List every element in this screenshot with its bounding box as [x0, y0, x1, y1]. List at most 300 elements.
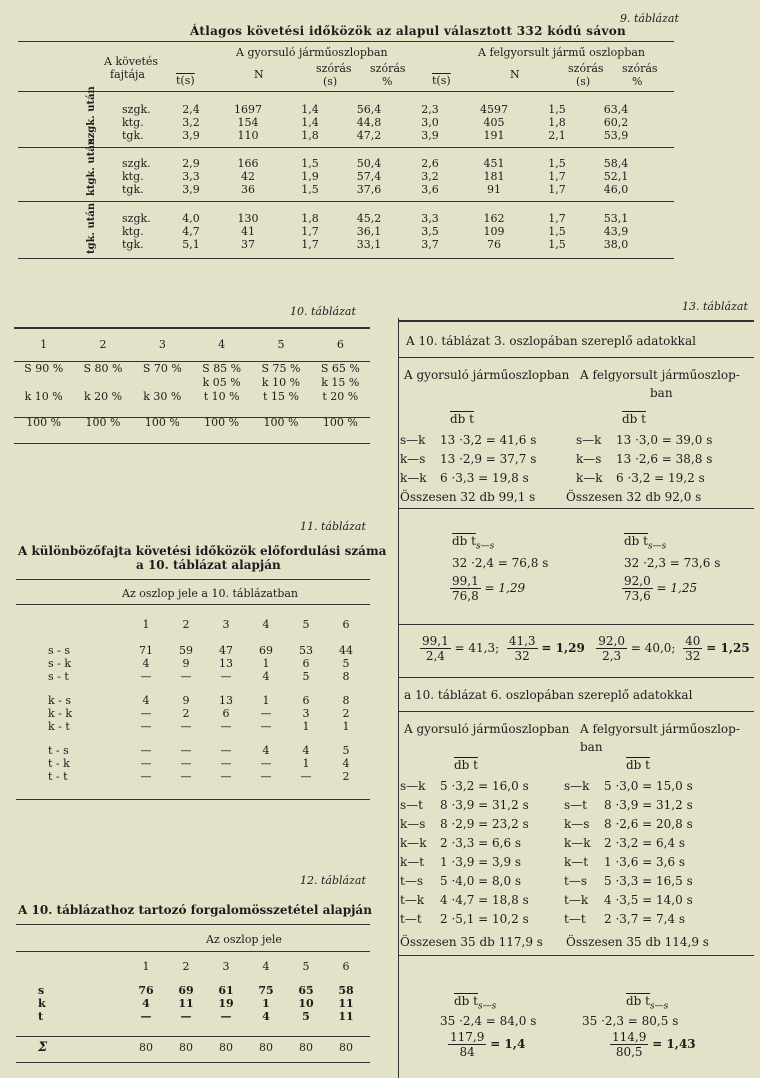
sum-symbol: Σ	[38, 1039, 48, 1055]
group-side-label: szgk. után	[86, 86, 97, 144]
row-type-cell: tgk.	[122, 129, 144, 142]
table-12-header: Az oszlop jele	[206, 933, 282, 946]
equation-row: $\frac{99,1}{2,4}$ = 41,3; $\frac{41,3}{32}$ = 1,29 $\frac{92,0}{2,3}$ = 40,0; $\frac{40}{32}$ = 1,25	[422, 634, 750, 663]
table-row	[16, 707, 366, 720]
table-cell: —	[300, 770, 312, 783]
table-cell: S 65 %	[320, 362, 360, 375]
row-type-cell: t - k	[48, 757, 70, 770]
column-number: 3	[222, 960, 230, 973]
table-cell: k 15 %	[321, 376, 360, 389]
group-side-label: ktgk. után	[86, 137, 97, 196]
table-11-header: Az oszlop jele a 10. táblázatban	[122, 587, 299, 600]
table-cell: 41	[241, 225, 255, 238]
table-12-label: 12. táblázat	[300, 874, 366, 887]
calc-expression: 2 ·3,3 = 6,6 s	[440, 835, 522, 850]
row-type-cell: ktg.	[122, 225, 144, 238]
db-t-left: db t	[450, 412, 474, 426]
table-cell: —	[220, 720, 232, 733]
header-row	[16, 960, 366, 984]
table-cell: 45,2	[356, 212, 382, 225]
table-row	[122, 183, 640, 196]
calc-expression: 4 ·4,7 = 18,8 s	[440, 892, 529, 907]
table-cell: 1,7	[548, 212, 566, 225]
table-cell: 63,4	[603, 103, 629, 116]
table-cell: S 90 %	[24, 362, 64, 375]
table-cell: 4	[342, 757, 350, 770]
calc-expression: 13 ·3,2 = 41,6 s	[440, 432, 537, 447]
table-cell: 3	[158, 338, 166, 351]
tss-label-right-b: db $t_{s—s}$	[626, 994, 669, 1012]
section-6-title: a 10. táblázat 6. oszlopában szereplő adatokkal	[404, 688, 693, 702]
row-type-cell: szgk.	[122, 103, 151, 116]
header-t-right: t(s)	[432, 74, 451, 87]
table-cell: —	[220, 744, 232, 757]
table-cell: 3,0	[421, 116, 439, 129]
table-cell: 57,4	[356, 170, 382, 183]
ratio-left: $\frac{99,1}{76,8}$ = 1,29	[452, 574, 526, 603]
right-column-header-cont: ban	[650, 386, 673, 400]
table-cell: 1,8	[301, 212, 319, 225]
row-type-cell: szgk.	[122, 212, 151, 225]
header-szoras-p-left: szórás	[370, 62, 406, 75]
table-cell: 1	[302, 757, 310, 770]
calc-row	[400, 449, 536, 468]
table-cell: —	[180, 720, 192, 733]
table-9-title: Átlagos követési időközök az alapul választott 332 kódú sávon	[190, 24, 627, 38]
table-cell: —	[260, 757, 272, 770]
table-cell: 3	[302, 707, 310, 720]
table-cell: k 20 %	[83, 390, 123, 403]
row-type-cell: k - t	[48, 720, 70, 733]
pair-label: s—t	[400, 797, 423, 812]
table-row	[122, 238, 640, 251]
row-type-cell: t - s	[48, 744, 69, 757]
header-row	[16, 618, 366, 644]
row-type-cell: szgk.	[122, 157, 151, 170]
calc-row	[400, 871, 529, 890]
header-szoras-s-left: szórás	[316, 62, 352, 75]
group-side-label: tgk. után	[86, 202, 97, 254]
table-cell: 2,9	[182, 157, 200, 170]
table-cell: 56,4	[356, 103, 382, 116]
table-cell: 1	[262, 997, 270, 1010]
table-cell: 1	[342, 720, 350, 733]
table-cell: 61	[218, 984, 234, 997]
calc-row	[564, 814, 693, 833]
header-n-right: N	[510, 68, 520, 81]
pair-label: k—k	[576, 470, 603, 485]
section-b-sum-right: Összesen 35 db 114,9 s	[566, 935, 709, 949]
table-row	[14, 416, 370, 444]
table-cell: 1,5	[548, 238, 566, 251]
table-row	[16, 770, 366, 783]
tss-calc-right-b: 35 ·2,3 = 80,5 s	[582, 1014, 679, 1028]
table-cell	[16, 618, 126, 644]
header-szoras-s-right: szórás	[568, 62, 604, 75]
table-cell: 1,5	[301, 183, 319, 196]
column-number: 4	[262, 960, 270, 973]
table-cell: 1,5	[548, 157, 566, 170]
table-cell: t 10 %	[203, 390, 240, 403]
table-cell: 3,9	[421, 129, 439, 142]
table-cell: 1,4	[301, 103, 319, 116]
table-cell: t 20 %	[322, 390, 359, 403]
table-cell: 100 %	[322, 416, 358, 429]
table-cell: 47	[219, 644, 233, 657]
table-cell: —	[140, 770, 152, 783]
table-cell: 76	[487, 238, 501, 251]
row-type-cell: ktg.	[122, 116, 144, 129]
table-cell: 71	[139, 644, 153, 657]
section-3-title: A 10. táblázat 3. oszlopában szereplő adatokkal	[406, 334, 696, 348]
row-type-cell: k	[38, 997, 46, 1010]
table-cell: 11	[338, 1010, 354, 1023]
table-cell: 13	[219, 657, 233, 670]
row-type-cell: t	[38, 1010, 44, 1023]
table-cell: 1	[262, 657, 270, 670]
table-cell: 4	[262, 1010, 270, 1023]
pair-label: t—s	[400, 873, 423, 888]
table-cell: 4	[142, 997, 150, 1010]
table-cell: 43,9	[603, 225, 629, 238]
column-number: 2	[182, 618, 190, 631]
table-cell: 36,1	[356, 225, 382, 238]
calc-row	[400, 833, 529, 852]
table-cell: 33,1	[356, 238, 382, 251]
row-type-cell: s - k	[48, 657, 72, 670]
table-cell: 6	[222, 707, 230, 720]
table-cell: 5	[277, 338, 285, 351]
calc-expression: 6 ·3,2 = 19,2 s	[616, 470, 705, 485]
table-cell: —	[220, 757, 232, 770]
pair-label: k—s	[400, 451, 426, 466]
table-cell: 1,7	[301, 238, 319, 251]
table-cell: —	[220, 770, 232, 783]
table-cell: —	[180, 757, 192, 770]
pair-label: k—k	[564, 835, 591, 850]
table-cell: 2	[342, 707, 350, 720]
table-cell: 76	[138, 984, 154, 997]
table-cell: 44,8	[356, 116, 382, 129]
ratio-right-b: $\frac{114,9}{80,5}$ = 1,43	[612, 1030, 696, 1059]
calc-row	[564, 871, 693, 890]
pair-label: k—k	[400, 470, 427, 485]
column-number: 6	[342, 960, 350, 973]
table-cell: —	[220, 670, 232, 683]
pair-label: t—s	[564, 873, 587, 888]
table-row	[16, 694, 366, 707]
pair-label: s—k	[576, 432, 602, 447]
calc-expression: 5 ·3,3 = 16,5 s	[604, 873, 693, 888]
section-a-left-calcs	[400, 430, 536, 487]
table-row	[16, 984, 366, 997]
tss-calc-left-b: 35 ·2,4 = 84,0 s	[440, 1014, 537, 1028]
column-number: 5	[302, 960, 310, 973]
table-cell: 181	[483, 170, 505, 183]
table-cell: 100 %	[144, 416, 180, 429]
calc-row	[576, 449, 712, 468]
calc-row	[400, 776, 529, 795]
calc-expression: 8 ·3,9 = 31,2 s	[440, 797, 529, 812]
table-cell: —	[180, 770, 192, 783]
pair-label: k—s	[576, 451, 602, 466]
table-cell: 80	[219, 1040, 233, 1054]
table-cell: 5	[342, 657, 350, 670]
table-cell: 2,4	[182, 103, 200, 116]
calc-expression: 6 ·3,3 = 19,8 s	[440, 470, 529, 485]
db-t-left-b: db t	[454, 758, 478, 772]
table-row	[122, 225, 640, 238]
table-cell: 9	[182, 657, 190, 670]
table-cell: 65	[298, 984, 314, 997]
table-cell: 44	[339, 644, 353, 657]
table-cell: 69	[178, 984, 194, 997]
table-cell: 1,8	[301, 129, 319, 142]
table-cell: —	[140, 757, 152, 770]
ratio-left-b: $\frac{117,9}{84}$ = 1,4	[450, 1030, 526, 1059]
table-10-label: 10. táblázat	[290, 305, 356, 318]
table-cell: 2	[342, 770, 350, 783]
table-cell: 6	[302, 694, 310, 707]
calc-expression: 8 ·2,6 = 20,8 s	[604, 816, 693, 831]
table-cell: 109	[483, 225, 505, 238]
table-cell: 2,6	[421, 157, 439, 170]
table-cell: 11	[338, 997, 354, 1010]
section-a-right-calcs	[576, 430, 712, 487]
table-cell	[16, 960, 126, 984]
pair-label: s—k	[400, 778, 426, 793]
table-cell: 1,4	[301, 116, 319, 129]
calc-expression: 8 ·2,9 = 23,2 s	[440, 816, 529, 831]
table-row	[122, 103, 640, 116]
table-cell: 1,5	[548, 225, 566, 238]
db-t-right: db t	[622, 412, 646, 426]
table-cell: 2,3	[421, 103, 439, 116]
pair-label: k—t	[564, 854, 589, 869]
table-row	[16, 757, 366, 770]
table-cell: 4	[262, 744, 270, 757]
table-cell: t 15 %	[263, 390, 299, 403]
table-row	[16, 997, 366, 1010]
table-cell: 3,7	[421, 238, 439, 251]
table-9-group-3	[122, 212, 640, 251]
table-11-label: 11. táblázat	[300, 520, 366, 533]
calc-row	[400, 852, 529, 871]
table-row	[16, 744, 366, 757]
table-cell: 8	[342, 670, 350, 683]
table-cell: 5	[302, 670, 310, 683]
table-cell: 1,5	[548, 103, 566, 116]
table-cell: k 10 %	[261, 376, 301, 389]
table-cell: 4,7	[182, 225, 200, 238]
pair-label: s—t	[564, 797, 587, 812]
table-cell: —	[260, 707, 272, 720]
table-cell	[73, 376, 132, 390]
right-column-header: A felgyorsult járműoszlop-	[580, 368, 740, 382]
table-row	[122, 129, 640, 142]
table-cell: 10	[298, 997, 314, 1010]
table-cell: S 70 %	[142, 362, 182, 375]
table-cell: 4597	[480, 103, 508, 116]
table-cell: 3,6	[421, 183, 439, 196]
table-cell: 4	[302, 744, 310, 757]
row-type-cell: s	[38, 984, 45, 997]
table-cell: 2,1	[548, 129, 566, 142]
column-number: 6	[342, 618, 350, 631]
table-cell: 69	[259, 644, 273, 657]
table-cell: 53,9	[603, 129, 629, 142]
section-b-right-calcs	[564, 776, 693, 928]
calc-row	[400, 795, 529, 814]
table-cell: —	[260, 770, 272, 783]
table-cell: 166	[237, 157, 259, 170]
table-12-title: A 10. táblázathoz tartozó forgalomösszetétel alapján	[18, 903, 372, 917]
table-row	[122, 170, 640, 183]
table-cell: 100 %	[85, 416, 121, 429]
pair-label: t—k	[564, 892, 589, 907]
right-column-header-b: A felgyorsult járműoszlop-	[580, 722, 740, 736]
table-cell: 5	[342, 744, 350, 757]
calc-expression: 5 ·4,0 = 8,0 s	[440, 873, 522, 888]
section-a-sum-left: Összesen 32 db 99,1 s	[400, 490, 536, 504]
table-cell: 100 %	[204, 416, 240, 429]
ratio-right: $\frac{92,0}{73,6}$ = 1,25	[624, 574, 698, 603]
calc-expression: 2 ·3,2 = 6,4 s	[604, 835, 686, 850]
table-cell: 80	[179, 1040, 193, 1054]
calc-row	[400, 468, 536, 487]
header-kovetes: A követés	[104, 55, 159, 68]
pair-label: k—s	[564, 816, 590, 831]
table-9-group-2	[122, 157, 640, 196]
table-cell: 1	[40, 338, 48, 351]
table-cell: 80	[339, 1040, 353, 1054]
table-cell: 50,4	[356, 157, 382, 170]
right-column-header-b-cont: ban	[580, 740, 603, 754]
table-cell: 91	[487, 183, 501, 196]
table-cell: —	[140, 744, 152, 757]
row-type-cell: tgk.	[122, 238, 144, 251]
header-group-felgyorsult: A felgyorsult jármű oszlopban	[478, 46, 646, 59]
header-n-left: N	[254, 68, 264, 81]
table-11-grid	[16, 618, 366, 783]
table-cell: 36	[241, 183, 255, 196]
table-cell: —	[260, 720, 272, 733]
table-cell: 4	[142, 657, 150, 670]
column-number: 4	[262, 618, 270, 631]
table-cell: 46,0	[603, 183, 629, 196]
table-row	[16, 1010, 366, 1023]
table-row	[14, 390, 370, 416]
table-12-grid	[16, 960, 366, 1055]
table-cell: 4	[218, 338, 226, 351]
calc-row	[564, 795, 693, 814]
table-cell: 1	[262, 694, 270, 707]
table-cell: 1	[302, 720, 310, 733]
row-type-cell: k - k	[48, 707, 73, 720]
table-9-label: 9. táblázat	[620, 12, 679, 25]
calc-row	[400, 890, 529, 909]
calc-expression: 2 ·3,7 = 7,4 s	[604, 911, 686, 926]
table-cell: 3,9	[182, 129, 200, 142]
table-row	[122, 116, 640, 129]
table-cell: 59	[179, 644, 193, 657]
table-cell	[14, 376, 73, 390]
calc-expression: 1 ·3,9 = 3,9 s	[440, 854, 522, 869]
table-cell: 1697	[234, 103, 262, 116]
table-cell: k 10 %	[24, 390, 63, 403]
pair-label: k—k	[400, 835, 427, 850]
calc-expression: 1 ·3,6 = 3,6 s	[604, 854, 686, 869]
table-cell: —	[140, 707, 152, 720]
calc-expression: 5 ·3,2 = 16,0 s	[440, 778, 529, 793]
table-row	[16, 644, 366, 657]
table-cell: 1,7	[301, 225, 319, 238]
table-cell: 405	[483, 116, 505, 129]
table-cell: —	[220, 1010, 232, 1023]
table-cell: 100 %	[263, 416, 299, 429]
table-cell: 3,2	[182, 116, 200, 129]
table-cell: 191	[483, 129, 505, 142]
table-cell: 75	[258, 984, 274, 997]
table-cell: —	[180, 1010, 192, 1023]
sum-row	[16, 1039, 366, 1055]
table-cell: S 85 %	[202, 362, 242, 375]
table-cell: 110	[237, 129, 259, 142]
table-cell: 4,0	[182, 212, 200, 225]
table-cell: 1,9	[301, 170, 319, 183]
table-11-title-1: A különbözőfajta követési időközök előfordulási száma	[18, 544, 387, 558]
table-cell	[133, 376, 192, 390]
table-cell: —	[180, 744, 192, 757]
pair-label: k—s	[400, 816, 426, 831]
table-cell: 1,7	[548, 170, 566, 183]
table-cell: 53	[299, 644, 313, 657]
table-cell: 1,8	[548, 116, 566, 129]
row-type-cell: t - t	[48, 770, 68, 783]
table-11-title-2: a 10. táblázat alapján	[136, 558, 281, 572]
table-cell: 58	[338, 984, 354, 997]
table-cell: 451	[483, 157, 505, 170]
table-cell: 154	[237, 116, 259, 129]
table-cell: 4	[142, 694, 150, 707]
calc-row	[576, 430, 712, 449]
table-cell: 8	[342, 694, 350, 707]
table-cell: —	[180, 670, 192, 683]
header-fajtaja: fajtája	[110, 68, 145, 81]
calc-expression: 5 ·3,0 = 15,0 s	[604, 778, 693, 793]
calc-row	[400, 430, 536, 449]
column-number: 1	[142, 618, 150, 631]
table-cell: 3,2	[421, 170, 439, 183]
calc-expression: 2 ·5,1 = 10,2 s	[440, 911, 529, 926]
table-cell: 42	[241, 170, 255, 183]
left-column-header-b: A gyorsuló járműoszlopban	[404, 722, 570, 736]
table-cell: 1,5	[301, 157, 319, 170]
table-row	[16, 720, 366, 733]
table-cell: 47,2	[356, 129, 382, 142]
table-cell: 3,3	[182, 170, 200, 183]
tss-calc-right: 32 ·2,3 = 73,6 s	[624, 556, 721, 570]
table-cell: 3,9	[182, 183, 200, 196]
table-cell: 1,7	[548, 183, 566, 196]
column-number: 3	[222, 618, 230, 631]
column-number: 1	[142, 960, 150, 973]
table-row	[122, 157, 640, 170]
table-cell: 80	[259, 1040, 273, 1054]
table-cell: 37,6	[356, 183, 382, 196]
table-cell: 52,1	[603, 170, 629, 183]
table-cell: 60,2	[603, 116, 629, 129]
